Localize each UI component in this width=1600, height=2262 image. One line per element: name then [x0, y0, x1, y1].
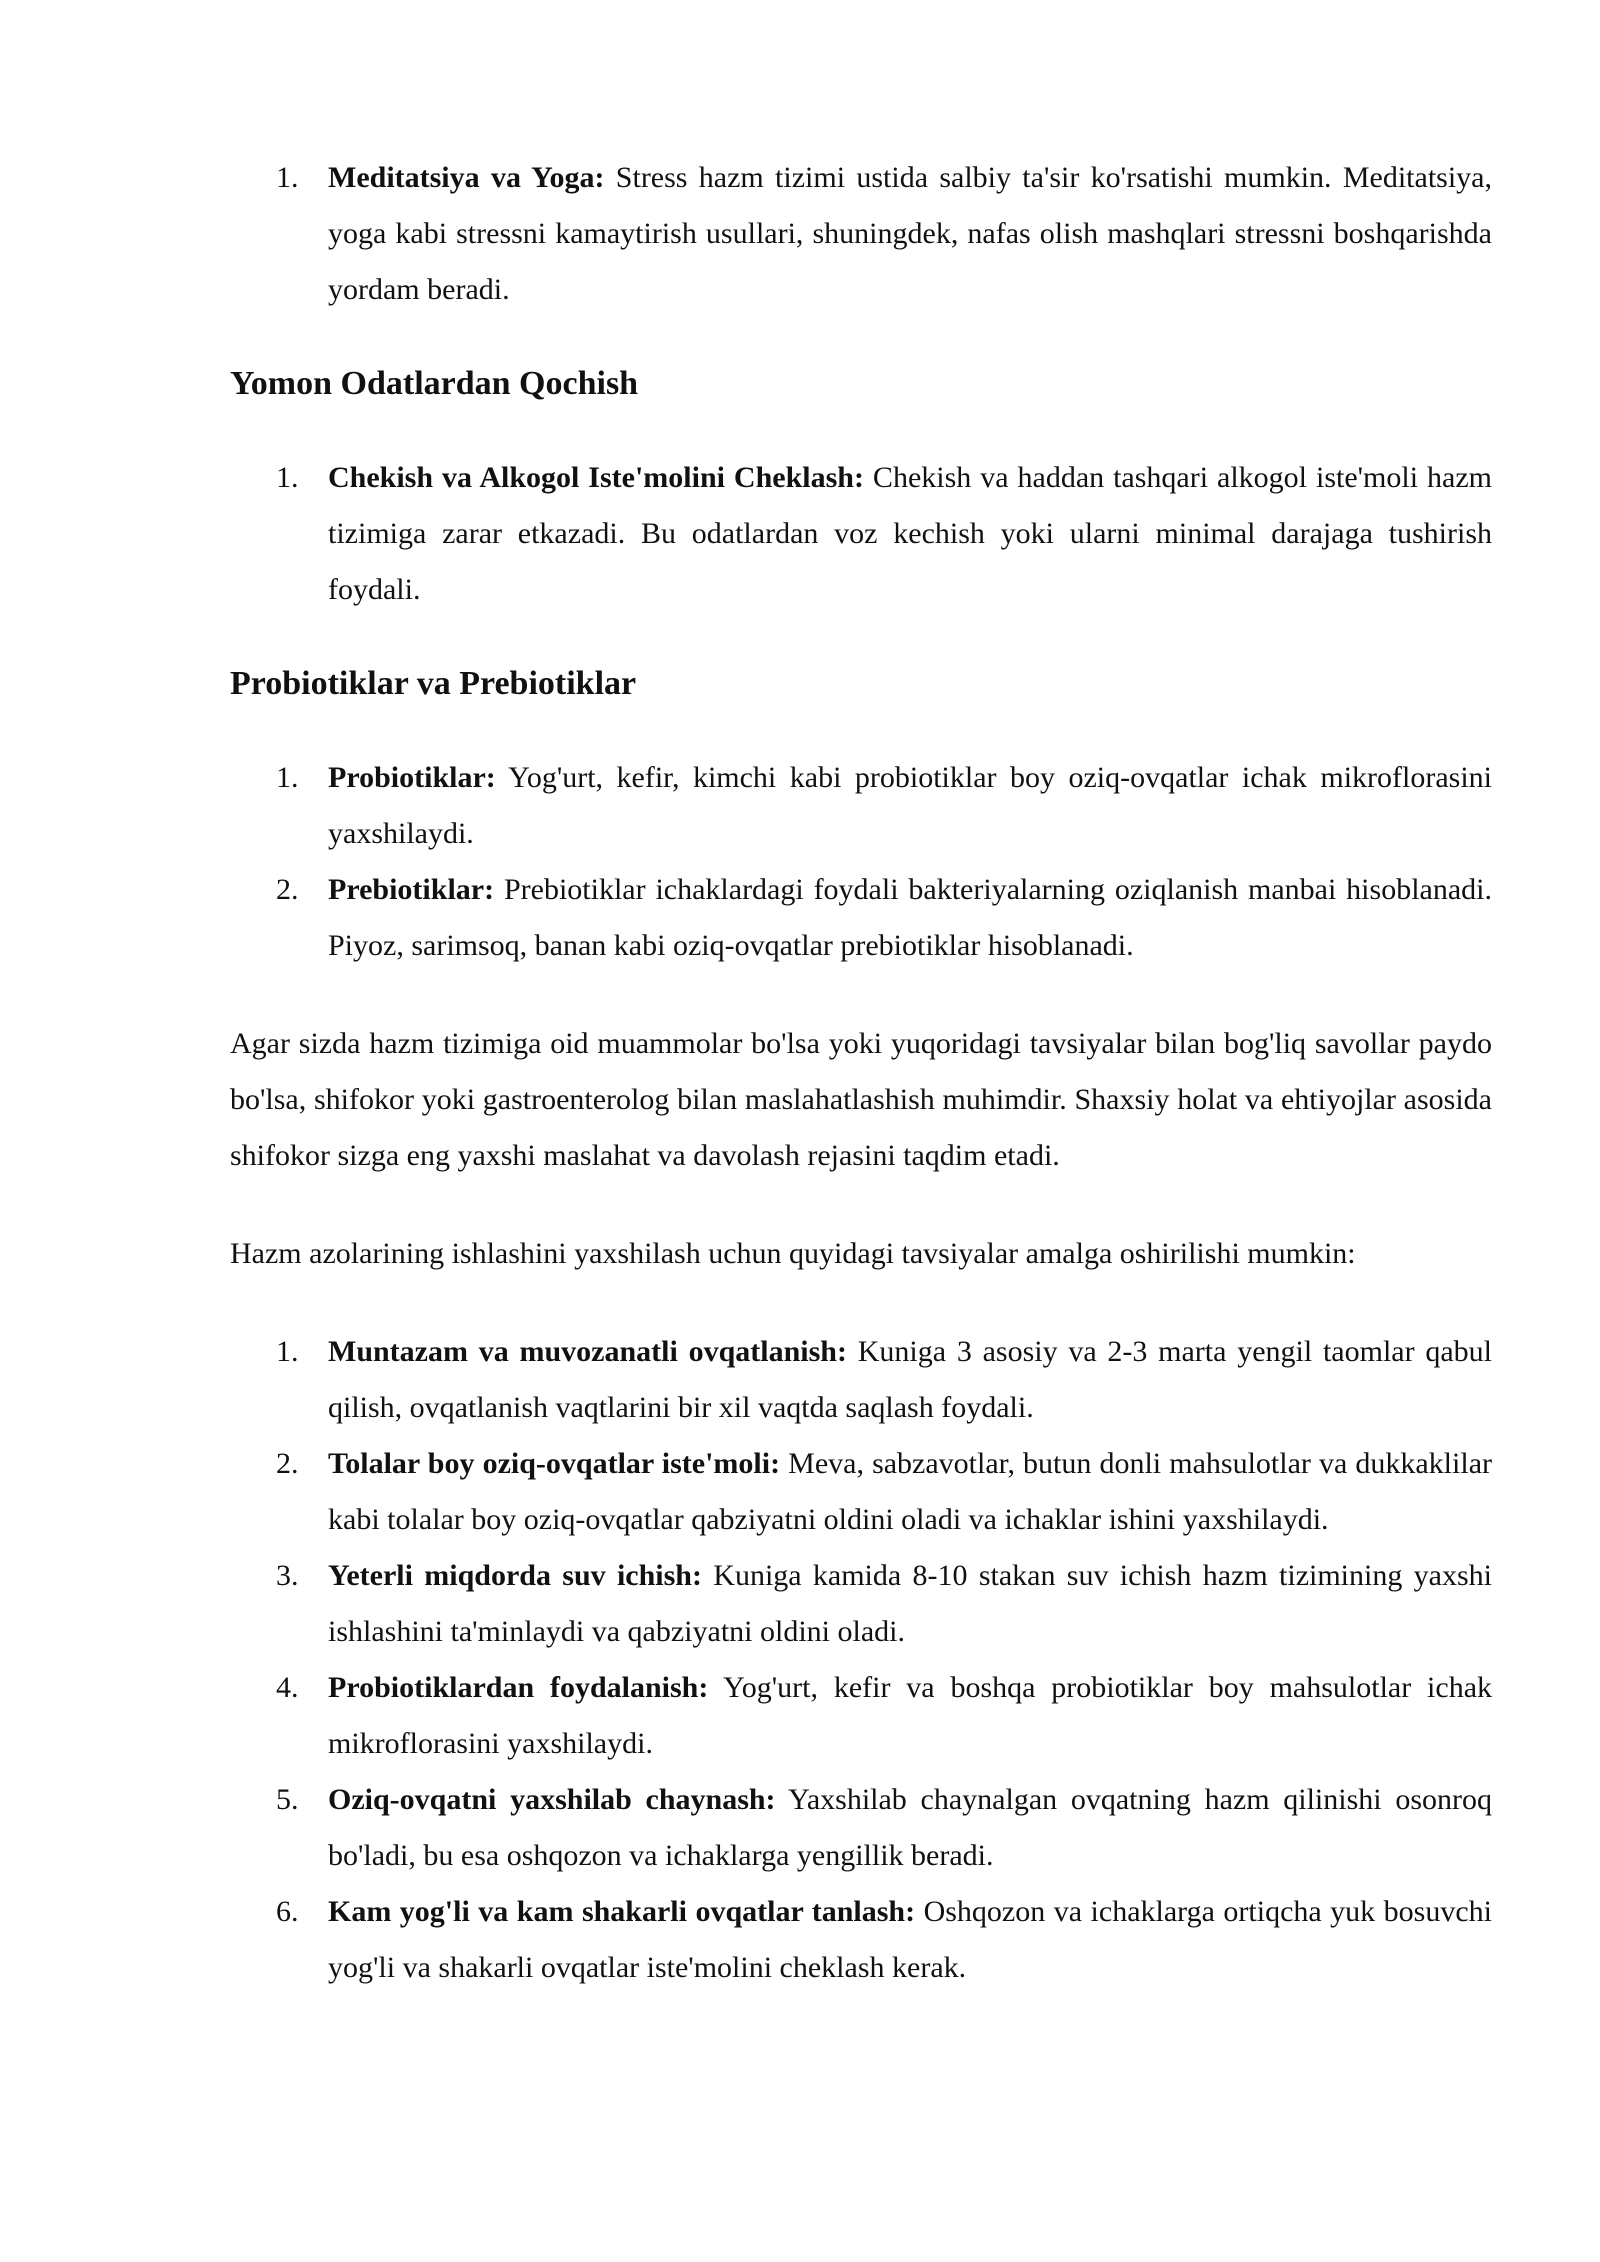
- list-number: 1.: [276, 1335, 299, 1368]
- section-heading-probiotics: Probiotiklar va Prebiotiklar: [230, 665, 637, 702]
- list-item: [230, 1548, 1492, 1660]
- list-number: 2.: [276, 1447, 299, 1480]
- item-title: Chekish va Alkogol Iste'molini Cheklash:: [328, 461, 864, 494]
- item-title: Oziq-ovqatni yaxshilab chaynash:: [328, 1783, 776, 1816]
- list-number: 6.: [276, 1895, 299, 1928]
- document-page: [230, 150, 1492, 1996]
- item-title: Muntazam va muvozanatli ovqatlanish:: [328, 1335, 847, 1368]
- item-title: Prebiotiklar:: [328, 873, 495, 906]
- item-text: Meva, sabzavotlar, butun donli mahsulotlar va dukkaklilar kabi tolalar boy oziq-ovqatlar qabziyatni oldini oladi va ichaklar ishini yaxshilaydi.: [328, 1447, 1492, 1536]
- list-number: 1.: [276, 461, 299, 494]
- item-text: Yaxshilab chaynalgan ovqatning hazm qilinishi osonroq bo'ladi, bu esa oshqozon va ichaklarga yengillik beradi.: [328, 1783, 1492, 1872]
- list-item: [230, 1772, 1492, 1884]
- item-title: Probiotiklar:: [328, 761, 496, 794]
- item-title: Probiotiklardan foydalanish:: [328, 1671, 709, 1704]
- list-number: 1.: [276, 161, 299, 194]
- list-item: [230, 450, 1492, 618]
- consult-paragraph: Agar sizda hazm tizimiga oid muammolar bo'lsa yoki yuqoridagi tavsiyalar bilan bog'liq savollar paydo bo'lsa, shifokor yoki gastroenterolog bilan maslahatlashish muhimdir. Shaxsiy holat va ehtiyojlar asosida shifokor sizga eng yaxshi maslahat va davolash rejasini taqdim etadi.: [230, 1027, 1492, 1172]
- list-number: 5.: [276, 1783, 299, 1816]
- list-number: 2.: [276, 873, 299, 906]
- recommendations-list: [230, 1324, 1492, 1996]
- meditation-list: [230, 150, 1492, 318]
- list-item: [230, 1884, 1492, 1996]
- item-text: Kuniga 3 asosiy va 2-3 marta yengil taomlar qabul qilish, ovqatlanish vaqtlarini bir xil vaqtda saqlash foydali.: [328, 1335, 1492, 1424]
- item-text: Yog'urt, kefir, kimchi kabi probiotiklar boy oziq-ovqatlar ichak mikroflorasini yaxshilaydi.: [328, 761, 1492, 850]
- list-number: 3.: [276, 1559, 299, 1592]
- section-heading-bad-habits: Yomon Odatlardan Qochish: [230, 365, 639, 402]
- list-item: [230, 1324, 1492, 1436]
- list-item: [230, 1660, 1492, 1772]
- list-number: 1.: [276, 761, 299, 794]
- item-title: Meditatsiya va Yoga:: [328, 161, 605, 194]
- item-title: Kam yog'li va kam shakarli ovqatlar tanlash:: [328, 1895, 916, 1928]
- list-item: [230, 150, 1492, 318]
- list-number: 4.: [276, 1671, 299, 1704]
- bad-habits-list: [230, 450, 1492, 618]
- item-text: Stress hazm tizimi ustida salbiy ta'sir ko'rsatishi mumkin. Meditatsiya, yoga kabi stressni kamaytirish usullari, shuningdek, nafas olish mashqlari stressni boshqarishda yordam beradi.: [328, 161, 1492, 306]
- item-title: Yeterli miqdorda suv ichish:: [328, 1559, 702, 1592]
- probiotics-list: [230, 750, 1492, 974]
- list-item: [230, 1436, 1492, 1548]
- list-item: [230, 862, 1492, 974]
- item-text: Prebiotiklar ichaklardagi foydali bakteriyalarning oziqlanish manbai hisoblanadi. Piyoz, sarimsoq, banan kabi oziq-ovqatlar prebiotiklar hisoblanadi.: [328, 873, 1492, 962]
- item-title: Tolalar boy oziq-ovqatlar iste'moli:: [328, 1447, 781, 1480]
- item-text: Chekish va haddan tashqari alkogol iste'moli hazm tizimiga zarar etkazadi. Bu odatlardan voz kechish yoki ularni minimal darajaga tushirish foydali.: [328, 461, 1492, 606]
- item-text: Oshqozon va ichaklarga ortiqcha yuk bosuvchi yog'li va shakarli ovqatlar iste'molini cheklash kerak.: [328, 1895, 1492, 1984]
- intro-paragraph: Hazm azolarining ishlashini yaxshilash uchun quyidagi tavsiyalar amalga oshirilishi mumkin:: [230, 1237, 1356, 1270]
- item-text: Kuniga kamida 8-10 stakan suv ichish hazm tizimining yaxshi ishlashini ta'minlaydi va qabziyatni oldini oladi.: [328, 1559, 1492, 1648]
- list-item: [230, 750, 1492, 862]
- item-text: Yog'urt, kefir va boshqa probiotiklar boy mahsulotlar ichak mikroflorasini yaxshilaydi.: [328, 1671, 1493, 1760]
